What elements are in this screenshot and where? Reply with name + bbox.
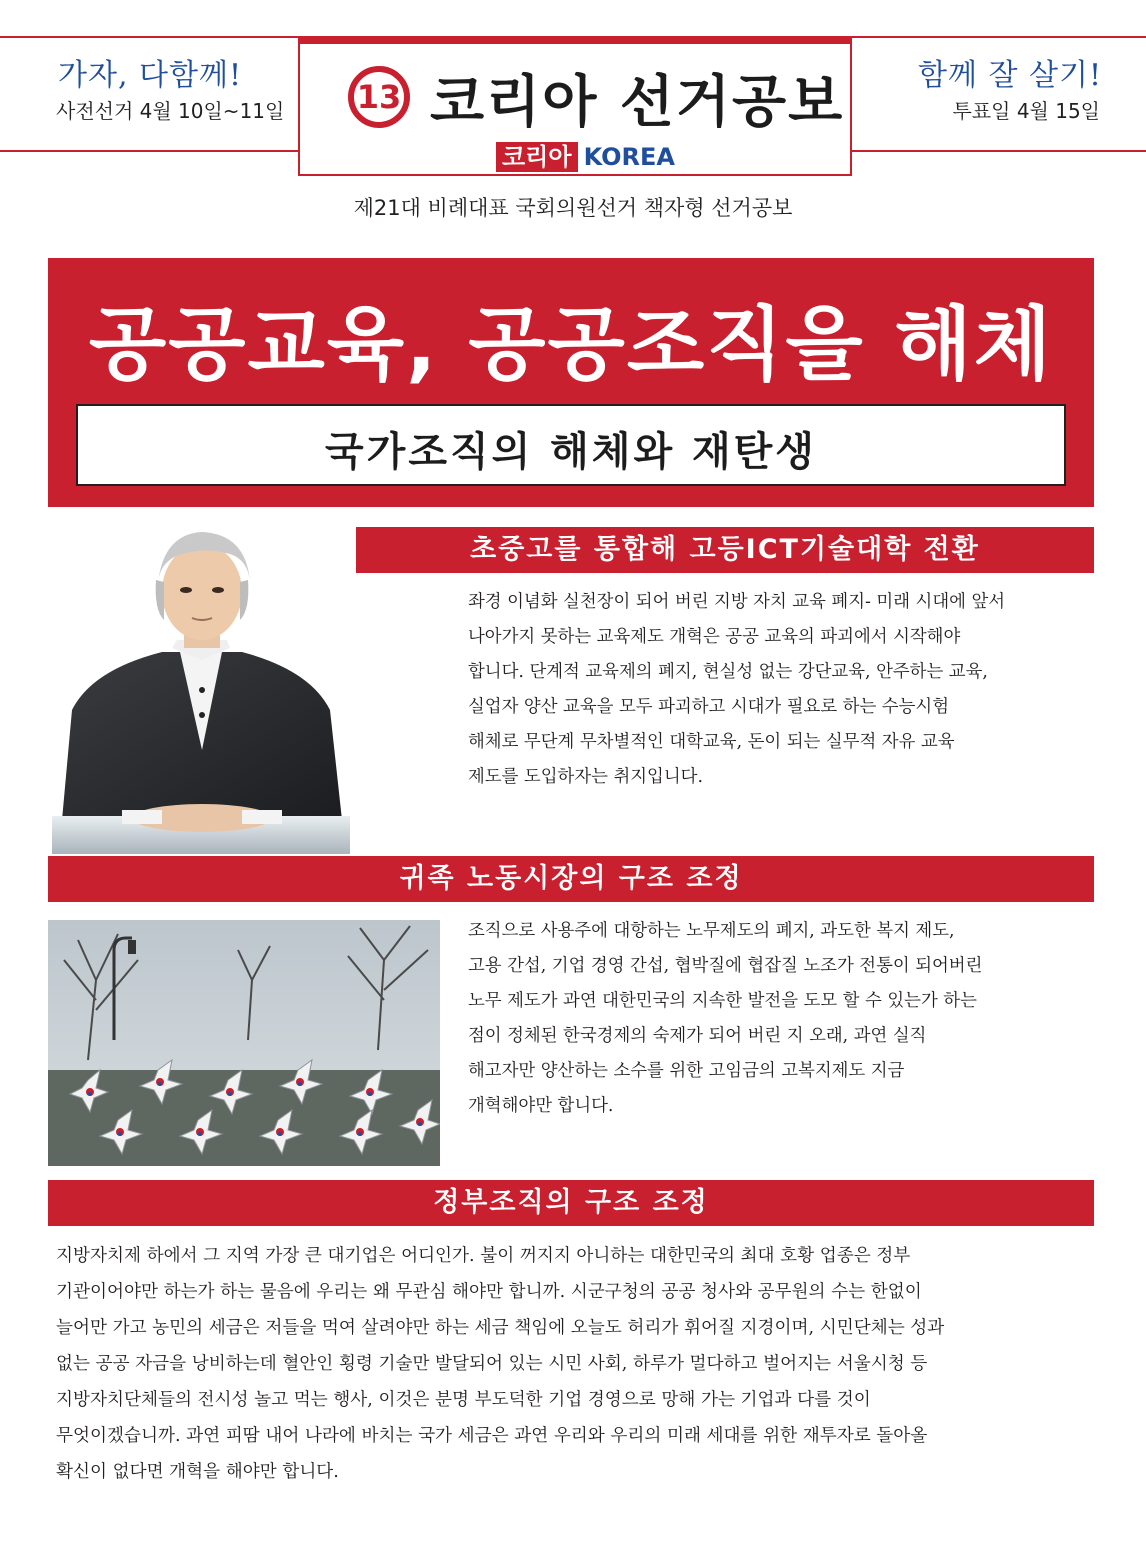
- headline-subtitle: 국가조직의 해체와 재탄생: [325, 429, 817, 475]
- section-body-labor: [468, 914, 982, 1124]
- ballot-number-badge: 13: [348, 66, 410, 128]
- header-rule-left-top: [0, 36, 298, 38]
- headline-banner: [48, 258, 1094, 507]
- body-line: 지방자치단체들의 전시성 놀고 먹는 행사, 이것은 분명 부도덕한 기업 경영으로 망해 가는 기업과 다를 것이: [56, 1390, 871, 1410]
- election-day-date: 투표일 4월 15일: [952, 99, 1100, 123]
- party-name: [496, 142, 675, 172]
- section-body-education: [468, 585, 1005, 795]
- pinwheel-field-photo: [48, 920, 440, 1166]
- body-line: 해고자만 양산하는 소수를 위한 고임금의 고복지제도 지금: [468, 1061, 905, 1081]
- party-name-korean: 코리아: [496, 142, 578, 172]
- body-line: 지방자치제 하에서 그 지역 가장 큰 대기업은 어디인가. 불이 꺼지지 아니하는 대한민국의 최대 호황 업종은 정부: [56, 1246, 911, 1266]
- section-heading-government: 정부조직의 구조 조정: [48, 1180, 1094, 1226]
- headline-subtitle-box: [76, 404, 1066, 486]
- party-name-english: KOREA: [583, 143, 675, 171]
- body-line: 무엇이겠습니까. 과연 피땀 내어 나라에 바치는 국가 세금은 과연 우리와 우리의 미래 세대를 위한 재투자로 돌아올: [56, 1426, 928, 1446]
- body-line: 좌경 이념화 실천장이 되어 버린 지방 자치 교육 폐지- 미래 시대에 앞서: [468, 592, 1006, 612]
- body-line: 기관이어야만 하는가 하는 물음에 우리는 왜 무관심 해야만 합니까. 시군구청의 공공 청사와 공무원의 수는 한없이: [56, 1282, 922, 1302]
- body-line: 점이 정체된 한국경제의 숙제가 되어 버린 지 오래, 과연 실직: [468, 1026, 927, 1046]
- slogan-right: 함께 잘 살기!: [917, 58, 1102, 93]
- header-rule-left-bottom: [0, 150, 298, 152]
- body-line: 없는 공공 자금을 낭비하는데 혈안인 횡령 기술만 발달되어 있는 시민 사회, 하루가 멀다하고 벌어지는 서울시청 등: [56, 1354, 928, 1374]
- body-line: 늘어만 가고 농민의 세금은 저들을 먹여 살려야만 하는 세금 책임에 오늘도 허리가 휘어질 지경이며, 시민단체는 성과: [56, 1318, 945, 1338]
- body-line: 노무 제도가 과연 대한민국의 지속한 발전을 도모 할 수 있는가 하는: [468, 991, 977, 1011]
- header-rule-right-bottom: [852, 150, 1146, 152]
- body-line: 나아가지 못하는 교육제도 개혁은 공공 교육의 파괴에서 시작해야: [468, 627, 961, 647]
- body-line: 조직으로 사용주에 대항하는 노무제도의 폐지, 과도한 복지 제도,: [468, 921, 955, 941]
- section-heading-education: 초중고를 통합해 고등ICT기술대학 전환: [356, 527, 1094, 573]
- early-voting-date: 사전선거 4월 10일~11일: [56, 99, 285, 123]
- slogan-left: 가자, 다함께!: [58, 58, 243, 93]
- candidate-photo: [52, 520, 350, 854]
- body-line: 확신이 없다면 개혁을 해야만 합니다.: [56, 1462, 339, 1482]
- body-line: 실업자 양산 교육을 모두 파괴하고 시대가 필요로 하는 수능시험: [468, 697, 950, 717]
- section-body-government: [56, 1238, 944, 1490]
- body-line: 해체로 무단계 무차별적인 대학교육, 돈이 되는 실무적 자유 교육: [468, 732, 955, 752]
- document-subtitle: 제21대 비례대표 국회의원선거 책자형 선거공보: [353, 196, 793, 220]
- body-line: 제도를 도입하자는 취지입니다.: [468, 767, 703, 787]
- headline-title: 공공교육, 공공조직을 해체: [88, 298, 1054, 391]
- brand-title: 코리아 선거공보: [430, 70, 845, 135]
- header-rule-right-top: [852, 36, 1146, 38]
- masthead: [298, 36, 852, 176]
- body-line: 고용 간섭, 기업 경영 간섭, 협박질에 협잡질 노조가 전통이 되어버린: [468, 956, 983, 976]
- section-heading-labor: 귀족 노동시장의 구조 조정: [48, 856, 1094, 902]
- body-line: 개혁해야만 합니다.: [468, 1096, 614, 1116]
- body-line: 합니다. 단계적 교육제의 폐지, 현실성 없는 강단교육, 안주하는 교육,: [468, 662, 988, 682]
